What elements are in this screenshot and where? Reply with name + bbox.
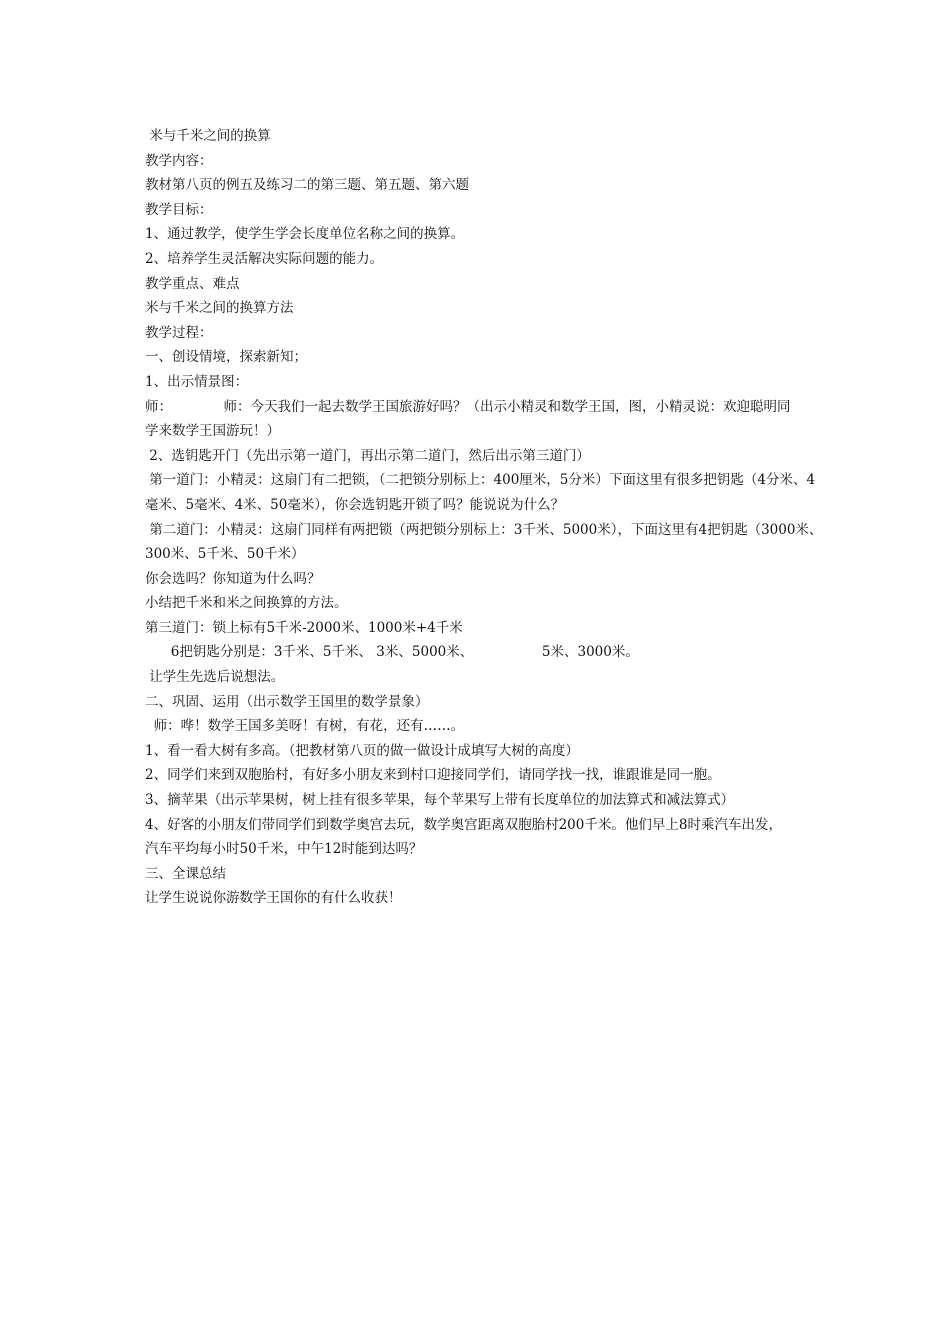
text-line: 让学生先选后说想法。: [145, 669, 285, 686]
text-line: 2、同学们来到双胞胎村，有好多小朋友来到村口迎接同学们，请同学找一找，谁跟谁是同一胞。: [145, 767, 721, 784]
text-line: 4、好客的小朋友们带同学们到数学奥宫去玩，数学奥宫距离双胞胎村200千米。他们早上8时乘汽车出发，: [145, 816, 782, 833]
section-heading-content: 教学内容：: [145, 152, 213, 169]
lesson-plan-body: [145, 124, 825, 911]
text-line: 师： 师：今天我们一起去数学王国旅游好吗？（出示小精灵和数学王国，图，小精灵说：欢迎聪明同: [145, 398, 791, 415]
section-heading-goals: 教学目标：: [145, 201, 213, 218]
text-line: 第三道门：锁上标有5千米-2000米、1000米+4千米: [145, 619, 463, 636]
text-line: 毫米、5毫米、4米、50毫米），你会选钥匙开锁了吗？能说说为什么？: [145, 496, 565, 513]
text-line: 你会选吗？你知道为什么吗？: [145, 570, 321, 587]
text-line: 2、培养学生灵活解决实际问题的能力。: [145, 250, 384, 267]
text-line: 1、看一看大树有多高。（把教材第八页的做一做设计成填写大树的高度）: [145, 742, 579, 759]
text-line: 学来数学王国游玩！）: [145, 423, 280, 440]
text-line: 6把钥匙分别是：3千米、5千米、 3米、5000米、 5米、3000米。: [145, 644, 639, 661]
text-line: 第一道门：小精灵：这扇门有二把锁，（二把锁分别标上：400厘米，5分米）下面这里有很多把钥匙（4分米、4: [145, 472, 816, 489]
text-line: 2、选钥匙开门（先出示第一道门，再出示第二道门，然后出示第三道门）: [145, 447, 590, 464]
text-line: 第二道门：小精灵：这扇门同样有两把锁（两把锁分别标上：3千米、5000米），下面这里有4把钥匙（3000米、: [145, 521, 823, 538]
text-line: 让学生说说你游数学王国你的有什么收获！: [145, 890, 402, 907]
text-line: 一、创设情境，探索新知；: [145, 349, 307, 366]
text-line: 小结把千米和米之间换算的方法。: [145, 595, 348, 612]
text-line: 汽车平均每小时50千米，中午12时能到达吗？: [145, 841, 423, 858]
text-line: 1、通过教学，使学生学会长度单位名称之间的换算。: [145, 226, 465, 243]
section-heading-focus: 教学重点、难点: [145, 275, 240, 292]
section-heading-process: 教学过程：: [145, 324, 213, 341]
section-heading-summary: 三、全课总结: [145, 865, 226, 882]
text-line: 米与千米之间的换算方法: [145, 300, 294, 317]
text-line: 二、巩固、运用（出示数学王国里的数学景象）: [145, 693, 429, 710]
lesson-title: 米与千米之间的换算: [145, 128, 271, 144]
text-line: 1、出示情景图：: [145, 373, 249, 390]
text-line: 3、摘苹果（出示苹果树，树上挂有很多苹果，每个苹果写上带有长度单位的加法算式和减法算式）: [145, 792, 735, 809]
text-line: 教材第八页的例五及练习二的第三题、第五题、第六题: [145, 177, 469, 194]
text-line: 师：哗！数学王国多美呀！有树，有花，还有……。: [145, 718, 465, 735]
text-line: 300米、5千米、50千米）: [145, 546, 305, 563]
